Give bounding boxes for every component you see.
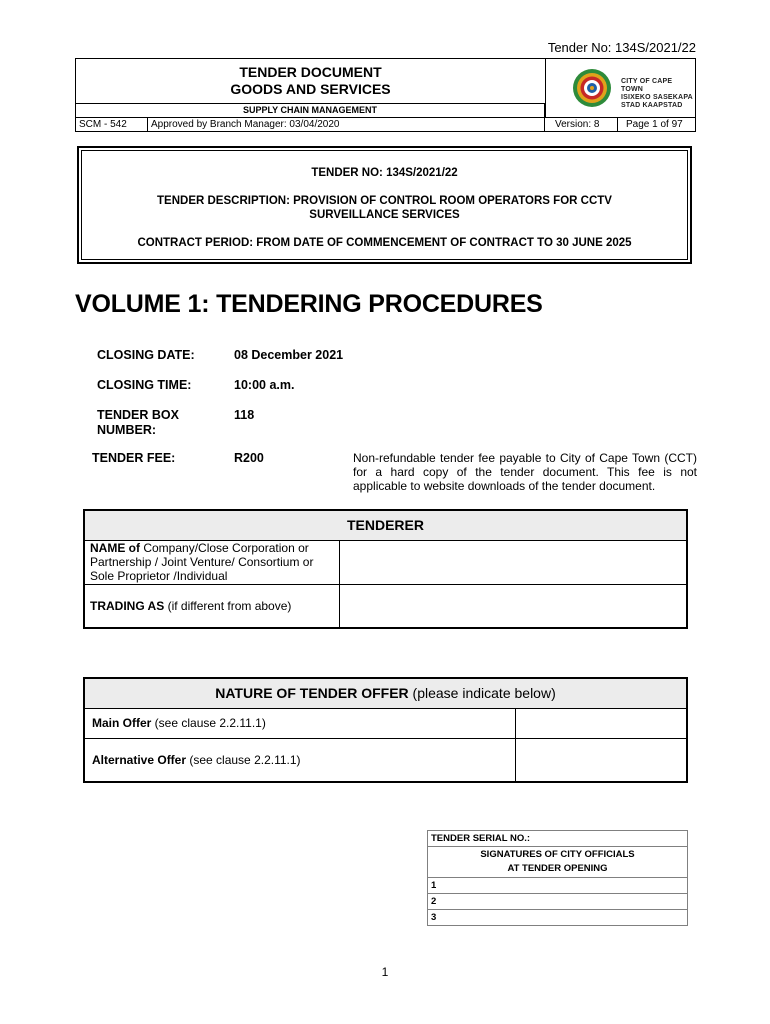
signatures-heading-line2: AT TENDER OPENING	[507, 863, 608, 874]
signature-row-1[interactable]: 1	[428, 878, 688, 894]
alternative-offer-label-bold: Alternative Offer	[92, 752, 187, 767]
signature-row-2[interactable]: 2	[428, 894, 688, 910]
tender-description-line1: TENDER DESCRIPTION: PROVISION OF CONTROL ROOM OPERATORS FOR CCTV	[157, 195, 612, 207]
nature-heading	[84, 678, 687, 708]
trading-as-field[interactable]	[340, 584, 688, 628]
tenderer-heading: TENDERER	[84, 510, 687, 540]
trading-as-label-bold: TRADING AS	[90, 598, 165, 613]
closing-date-label: CLOSING DATE:	[97, 348, 195, 362]
header-department: SUPPLY CHAIN MANAGEMENT	[76, 103, 545, 117]
document-header	[75, 58, 696, 132]
form-code: SCM - 542	[76, 118, 148, 132]
tender-serial-box	[427, 830, 688, 926]
tenderer-table	[83, 509, 688, 629]
tenderer-name-field[interactable]	[340, 540, 688, 584]
header-title	[76, 64, 545, 98]
tender-description-line2: SURVEILLANCE SERVICES	[309, 209, 460, 221]
logo-text-line3: STAD KAAPSTAD	[621, 102, 683, 109]
tender-fee-label: TENDER FEE:	[92, 451, 176, 465]
main-offer-field[interactable]	[516, 708, 688, 738]
tender-box-label-line1: TENDER BOX	[97, 408, 179, 422]
nature-heading-bold: NATURE OF TENDER OFFER	[215, 685, 409, 702]
alternative-offer-label	[84, 738, 516, 782]
volume-title: VOLUME 1: TENDERING PROCEDURES	[75, 290, 543, 318]
trading-as-label	[84, 584, 340, 628]
tender-box-label-line2: NUMBER:	[97, 423, 157, 437]
closing-time-value: 10:00 a.m.	[234, 378, 295, 392]
approval-note: Approved by Branch Manager: 03/04/2020	[148, 118, 545, 132]
trading-as-label-rest: (if different from above)	[164, 598, 292, 613]
main-offer-label-bold: Main Offer	[92, 716, 152, 730]
nature-of-offer-table	[83, 677, 688, 783]
alternative-offer-field[interactable]	[516, 738, 688, 782]
tender-fee-value: R200	[234, 451, 264, 465]
version: Version: 8	[545, 118, 618, 132]
tenderer-name-label-rest: Company/Close Corporation or Partnership / Joint Venture/ Consortium or Sole Proprietor /Individual	[90, 541, 314, 583]
contract-period: CONTRACT PERIOD: FROM DATE OF COMMENCEMENT OF CONTRACT TO 30 JUNE 2025	[137, 237, 632, 249]
tenderer-name-label-bold: NAME of	[90, 541, 140, 555]
header-title-line1: TENDER DOCUMENT	[239, 64, 382, 80]
header-title-line2: GOODS AND SERVICES	[230, 81, 391, 97]
city-name-logo-text	[621, 78, 695, 110]
alternative-offer-label-rest: (see clause 2.2.11.1)	[186, 752, 301, 767]
signatures-heading-line1: SIGNATURES OF CITY OFFICIALS	[480, 849, 635, 860]
tender-box-label	[97, 408, 179, 438]
signatures-heading	[428, 847, 688, 878]
logo-text-line2: ISIXEKO SASEKAPA	[621, 94, 693, 101]
logo-text-line1: CITY OF CAPE TOWN	[621, 78, 673, 93]
city-crest-icon	[572, 68, 612, 108]
closing-time-label: CLOSING TIME:	[97, 378, 192, 392]
main-offer-label-rest: (see clause 2.2.11.1)	[151, 716, 266, 730]
tender-number-top: Tender No: 134S/2021/22	[547, 40, 696, 55]
tender-fee-note: Non-refundable tender fee payable to City of Cape Town (CCT) for a hard copy of the tender document. This fee is not applicable to website downloads of the tender document.	[353, 451, 697, 493]
tenderer-name-label	[84, 540, 340, 584]
page-count: Page 1 of 97	[626, 119, 683, 130]
tender-description-box	[77, 146, 692, 264]
header-info-row	[76, 117, 695, 132]
closing-date-value: 08 December 2021	[234, 348, 344, 362]
page-number: 1	[381, 965, 389, 979]
tender-box-value: 118	[234, 408, 255, 422]
tender-serial-title: TENDER SERIAL NO.:	[428, 831, 688, 847]
main-offer-label	[84, 708, 516, 738]
tender-number: TENDER NO: 134S/2021/22	[311, 167, 458, 179]
nature-heading-rest: (please indicate below)	[408, 685, 556, 702]
signature-row-3[interactable]: 3	[428, 910, 688, 926]
